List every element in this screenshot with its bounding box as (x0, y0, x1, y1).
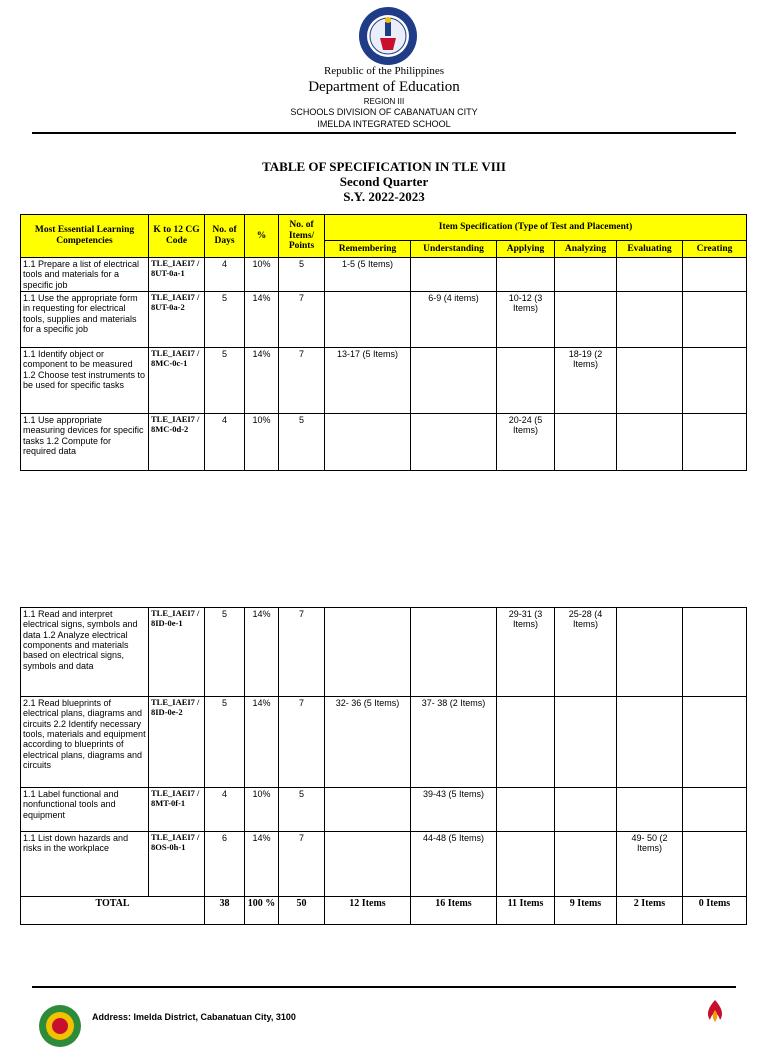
days-cell: 4 (205, 788, 245, 832)
republic-line: Republic of the Philippines (323, 65, 445, 77)
division-line: SCHOOLS DIVISION OF CABANATUAN CITY (290, 107, 478, 117)
understanding-cell (411, 608, 497, 697)
cg-code-cell: TLE_IAEI7 / 8UT-0a-2 (149, 292, 205, 348)
evaluating-cell (617, 348, 683, 414)
cg-code-cell: TLE_IAEI7 / 8ID-0e-2 (149, 697, 205, 788)
applying-cell: 10-12 (3 Items) (497, 292, 555, 348)
analyzing-cell (555, 258, 617, 292)
cg-code-cell: TLE_IAEI7 / 8MC-0d-2 (149, 414, 205, 471)
analyzing-cell (555, 832, 617, 897)
cg-code-cell: TLE_IAEI7 / 8MT-0f-1 (149, 788, 205, 832)
cg-code-cell: TLE_IAEI7 / 8MC-0c-1 (149, 348, 205, 414)
header-divider (32, 132, 736, 134)
percent-cell: 10% (245, 788, 279, 832)
applying-cell: 20-24 (5 Items) (497, 414, 555, 471)
total-applying: 11 Items (497, 897, 555, 925)
applying-cell (497, 832, 555, 897)
melc-cell: 1.1 Use appropriate measuring devices for specific tasks 1.2 Compute for required data (21, 414, 149, 471)
analyzing-cell (555, 697, 617, 788)
table-row (21, 414, 747, 471)
melc-cell: 1.1 Prepare a list of electrical tools and materials for a specific job (21, 258, 149, 292)
remembering-cell (325, 788, 411, 832)
percent-cell: 14% (245, 348, 279, 414)
document-quarter: Second Quarter (339, 174, 429, 189)
remembering-cell (325, 292, 411, 348)
analyzing-cell (555, 292, 617, 348)
table-row (21, 608, 747, 697)
creating-cell (683, 292, 747, 348)
creating-cell (683, 832, 747, 897)
deped-seal-icon (358, 6, 418, 66)
days-cell: 4 (205, 258, 245, 292)
department-name: Department of Education (308, 79, 460, 95)
percent-cell: 10% (245, 258, 279, 292)
understanding-cell: 39-43 (5 Items) (411, 788, 497, 832)
document-school-year: S.Y. 2022-2023 (343, 189, 425, 204)
applying-cell (497, 258, 555, 292)
header-creating: Creating (683, 241, 747, 258)
school-logo-icon (38, 1004, 82, 1048)
applying-cell (497, 788, 555, 832)
specification-table-part2 (20, 607, 747, 925)
days-cell: 4 (205, 414, 245, 471)
header-cg-code: K to 12 CG Code (149, 215, 205, 258)
applying-cell: 29-31 (3 Items) (497, 608, 555, 697)
applying-cell (497, 697, 555, 788)
table-row (21, 292, 747, 348)
evaluating-cell (617, 258, 683, 292)
items-cell: 7 (279, 348, 325, 414)
melc-cell: 1.1 Use the appropriate form in requesting for electrical tools, supplies and materials for a specific job (21, 292, 149, 348)
percent-cell: 14% (245, 832, 279, 897)
cg-code-cell: TLE_IAEI7 / 8OS-0h-1 (149, 832, 205, 897)
header-melc: Most Essential Learning Competencies (21, 215, 149, 258)
total-understanding: 16 Items (411, 897, 497, 925)
days-cell: 5 (205, 608, 245, 697)
total-days: 38 (205, 897, 245, 925)
school-address: Address: Imelda District, Cabanatuan City, 3100 (92, 1012, 296, 1022)
melc-cell: 1.1 Identify object or component to be measured 1.2 Choose test instruments to be used for specific tasks (21, 348, 149, 414)
evaluating-cell (617, 608, 683, 697)
items-cell: 7 (279, 832, 325, 897)
header-applying: Applying (497, 241, 555, 258)
table-row (21, 258, 747, 292)
evaluating-cell (617, 788, 683, 832)
percent-cell: 14% (245, 697, 279, 788)
days-cell: 5 (205, 697, 245, 788)
days-cell: 6 (205, 832, 245, 897)
understanding-cell (411, 414, 497, 471)
items-cell: 7 (279, 608, 325, 697)
header-understanding: Understanding (411, 241, 497, 258)
percent-cell: 10% (245, 414, 279, 471)
total-analyzing: 9 Items (555, 897, 617, 925)
creating-cell (683, 258, 747, 292)
total-percent: 100 % (245, 897, 279, 925)
evaluating-cell (617, 697, 683, 788)
remembering-cell: 13-17 (5 Items) (325, 348, 411, 414)
understanding-cell (411, 348, 497, 414)
total-items: 50 (279, 897, 325, 925)
header-analyzing: Analyzing (555, 241, 617, 258)
melc-cell: 2.1 Read blueprints of electrical plans, diagrams and circuits 2.2 Identify necessary tools, materials and equipment according to blueprints of electrical plans, diagrams and circuits (21, 697, 149, 788)
total-label: TOTAL (21, 897, 205, 925)
melc-cell: 1.1 Read and interpret electrical signs, symbols and data 1.2 Analyze electrical components and materials based on electrical signs, symbols and data (21, 608, 149, 697)
analyzing-cell (555, 788, 617, 832)
header-percent: % (245, 215, 279, 258)
cg-code-cell: TLE_IAEI7 / 8UT-0a-1 (149, 258, 205, 292)
specification-table-part1 (20, 214, 747, 471)
items-cell: 5 (279, 788, 325, 832)
analyzing-cell (555, 414, 617, 471)
melc-cell: 1.1 Label functional and nonfunctional tools and equipment (21, 788, 149, 832)
understanding-cell (411, 258, 497, 292)
remembering-cell (325, 832, 411, 897)
analyzing-cell: 25-28 (4 Items) (555, 608, 617, 697)
total-row (21, 897, 747, 925)
understanding-cell: 6-9 (4 items) (411, 292, 497, 348)
table-row (21, 697, 747, 788)
remembering-cell (325, 414, 411, 471)
footer-divider (32, 986, 736, 988)
items-cell: 5 (279, 258, 325, 292)
remembering-cell (325, 608, 411, 697)
cg-code-cell: TLE_IAEI7 / 8ID-0e-1 (149, 608, 205, 697)
table-row (21, 788, 747, 832)
total-creating: 0 Items (683, 897, 747, 925)
school-line: IMELDA INTEGRATED SCHOOL (317, 119, 451, 129)
creating-cell (683, 697, 747, 788)
applying-cell (497, 348, 555, 414)
creating-cell (683, 788, 747, 832)
days-cell: 5 (205, 292, 245, 348)
header-items: No. of Items/ Points (279, 215, 325, 258)
evaluating-cell (617, 292, 683, 348)
region-line: REGION III (363, 97, 405, 106)
creating-cell (683, 414, 747, 471)
remembering-cell: 32- 36 (5 Items) (325, 697, 411, 788)
percent-cell: 14% (245, 292, 279, 348)
total-remembering: 12 Items (325, 897, 411, 925)
header-item-specification: Item Specification (Type of Test and Placement) (325, 215, 747, 241)
days-cell: 5 (205, 348, 245, 414)
table-row (21, 348, 747, 414)
total-evaluating: 2 Items (617, 897, 683, 925)
header-evaluating: Evaluating (617, 241, 683, 258)
creating-cell (683, 608, 747, 697)
percent-cell: 14% (245, 608, 279, 697)
header-remembering: Remembering (325, 241, 411, 258)
document-title: TABLE OF SPECIFICATION IN TLE VIII (262, 159, 506, 174)
evaluating-cell: 49- 50 (2 Items) (617, 832, 683, 897)
creating-cell (683, 348, 747, 414)
melc-cell: 1.1 List down hazards and risks in the workplace (21, 832, 149, 897)
analyzing-cell: 18-19 (2 Items) (555, 348, 617, 414)
understanding-cell: 37- 38 (2 Items) (411, 697, 497, 788)
evaluating-cell (617, 414, 683, 471)
items-cell: 7 (279, 697, 325, 788)
understanding-cell: 44-48 (5 Items) (411, 832, 497, 897)
header-days: No. of Days (205, 215, 245, 258)
items-cell: 7 (279, 292, 325, 348)
table-row (21, 832, 747, 897)
remembering-cell: 1-5 (5 Items) (325, 258, 411, 292)
items-cell: 5 (279, 414, 325, 471)
